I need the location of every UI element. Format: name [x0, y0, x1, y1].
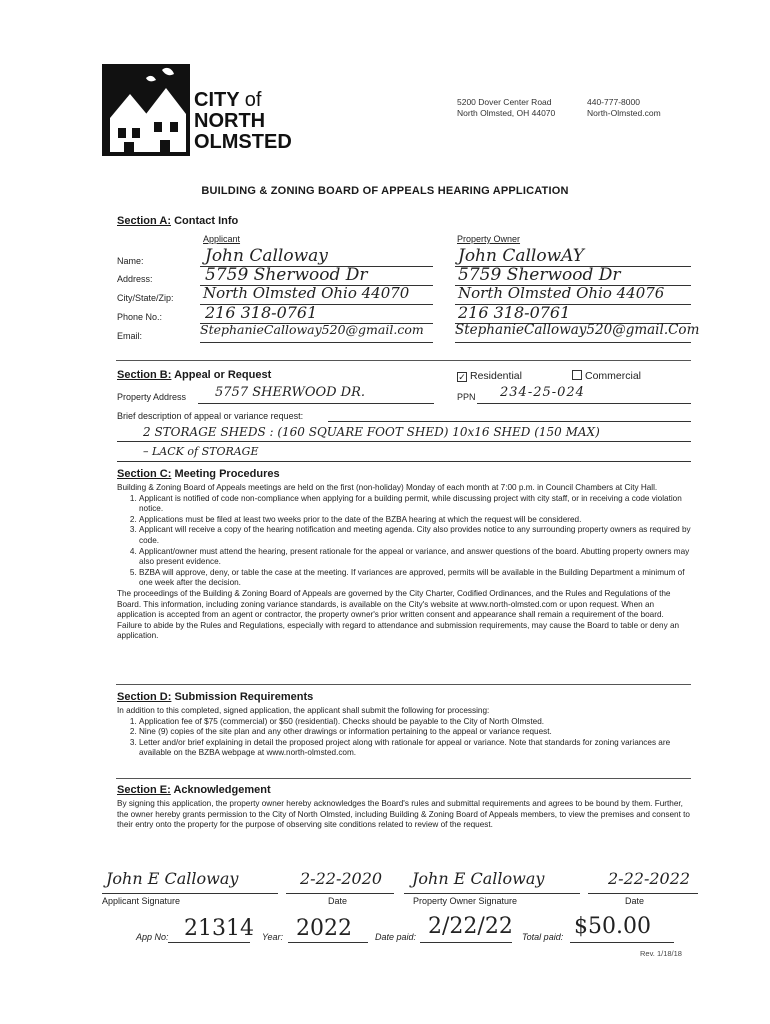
- ppn-label: PPN: [457, 392, 476, 402]
- owner-city-field[interactable]: North Olmsted Ohio 44076: [458, 284, 665, 302]
- requirement-item: 3. Letter and/or brief explaining in detail the proposed project along with rationale for appeal or variance. Note that standards for zoning variances are available on the BZBA webpage at www.north-olmsted.com.: [139, 738, 691, 759]
- section-b-heading: Section B: Appeal or Request: [117, 369, 272, 381]
- app-no-label: App No:: [136, 932, 169, 942]
- date-paid-value[interactable]: 2/22/22: [428, 914, 513, 939]
- revision-note: Rev. 1/18/18: [640, 949, 682, 958]
- section-e-heading: Section E: Acknowledgement: [117, 784, 271, 796]
- requirement-item: 2. Nine (9) copies of the site plan and any other drawings or information pertaining to the appeal or variance request.: [139, 727, 691, 738]
- residential-check-icon: ✓: [458, 372, 466, 382]
- residential-checkbox[interactable]: ✓ Residential: [458, 370, 522, 382]
- requirement-item: 1. Application fee of $75 (commercial) or $50 (residential). Checks should be payable to the City of North Olmsted.: [139, 717, 691, 728]
- meeting-closing: The proceedings of the Building & Zoning Board of Appeals are governed by the City Charter, Codified Ordinances, and the Rules and Regulations of the Board. This information, including zoning variance standards, is available on the City's website at www.north-olmsted.com or upon request. When an application is accepted from an agent or contractor, the property owner's prior written consent and appearance shall remain a requirement of the board. Failure to abide by the Rules and Regulations, especially with regard to attendance and submission requirements, may cause the Board to table or deny an application.: [117, 588, 680, 641]
- owner-address-field[interactable]: 5759 Sherwood Dr: [458, 265, 621, 285]
- section-c-heading: Section C: Meeting Procedures: [117, 468, 280, 480]
- total-paid-value[interactable]: $50.00: [574, 914, 651, 939]
- year-label: Year:: [262, 932, 284, 942]
- applicant-date[interactable]: 2-22-2020: [300, 869, 383, 888]
- owner-column-header: Property Owner: [457, 234, 521, 244]
- meeting-intro: Building & Zoning Board of Appeals meetings are held on the first (non-holiday) Monday of each month at 7:00 p.m. in Council Chambers at City Hall.: [117, 483, 658, 492]
- city-contact: 440-777-8000 North-Olmsted.com: [587, 97, 661, 118]
- section-e-body: By signing this application, the property owner hereby acknowledges the Board's rules and submittal requirements and agrees to be bound by them. Further, the owner hereby grants permission to the City of North Olmsted, including Building & Zoning Board of Appeals members, to view the premises and consent to their entry onto the property for the purpose of observing site conditions related to review of the request.: [117, 799, 690, 830]
- commercial-check-icon: [572, 370, 582, 380]
- property-address-field[interactable]: 5757 SHERWOOD DR.: [215, 385, 366, 400]
- owner-date[interactable]: 2-22-2022: [608, 869, 691, 888]
- applicant-phone-field[interactable]: 216 318-0761: [205, 303, 318, 322]
- section-d-heading: Section D: Submission Requirements: [117, 691, 314, 703]
- brief-description-line1[interactable]: 2 STORAGE SHEDS : (160 SQUARE FOOT SHED) 10x16 SHED (150 MAX): [143, 425, 600, 439]
- date-paid-label: Date paid:: [375, 932, 417, 942]
- city-logo: [102, 64, 190, 156]
- applicant-date-label: Date: [328, 896, 348, 906]
- address-label: Address:: [117, 274, 153, 284]
- owner-phone-field[interactable]: 216 318-0761: [458, 303, 571, 322]
- phone-label: Phone No.:: [117, 312, 163, 322]
- brief-description-line2[interactable]: – LACK of STORAGE: [143, 445, 259, 458]
- ppn-field[interactable]: 234-25-024: [500, 385, 585, 400]
- owner-signature[interactable]: John E Calloway: [412, 869, 545, 888]
- brief-description-label: Brief description of appeal or variance request:: [117, 411, 304, 421]
- applicant-city-field[interactable]: North Olmsted Ohio 44070: [203, 284, 410, 302]
- procedure-item: 4. Applicant/owner must attend the hearing, present rationale for the appeal or variance, and answer questions of the board. Abutting property owners may also present evidence.: [139, 547, 691, 568]
- applicant-email-field[interactable]: StephanieCalloway520@gmail.com: [200, 322, 424, 337]
- house-logo-icon: [102, 64, 190, 156]
- section-a-heading: Section A: Contact Info: [117, 215, 239, 227]
- section-d-body: [117, 706, 691, 759]
- procedure-item: 2. Applications must be filed at least two weeks prior to the date of the BZBA hearing at which the request will be considered.: [139, 515, 691, 526]
- app-no-value[interactable]: 21314: [184, 916, 254, 941]
- email-label: Email:: [117, 331, 143, 341]
- commercial-checkbox[interactable]: Commercial: [572, 370, 641, 382]
- procedure-item: 5. BZBA will approve, deny, or table the case at the meeting. If variances are approved, permits will be available in the Building Department a minimum of one week after the decision.: [139, 568, 691, 589]
- owner-signature-label: Property Owner Signature: [413, 896, 518, 906]
- applicant-signature-label: Applicant Signature: [102, 896, 181, 906]
- applicant-column-header: Applicant: [203, 234, 241, 244]
- owner-email-field[interactable]: StephanieCalloway520@gmail.Com: [455, 322, 700, 338]
- city-address: 5200 Dover Center Road North Olmsted, OH 44070: [457, 97, 556, 118]
- property-address-label: Property Address: [117, 392, 187, 402]
- owner-date-label: Date: [625, 896, 645, 906]
- owner-name-field[interactable]: John CallowAY: [458, 246, 584, 266]
- total-paid-label: Total paid:: [522, 932, 564, 942]
- form-title: BUILDING & ZONING BOARD OF APPEALS HEARING APPLICATION: [201, 185, 569, 197]
- procedure-item: 1. Applicant is notified of code non-compliance when applying for a building permit, while discussing project with city staff, or in receiving a code violation notice.: [139, 494, 691, 515]
- submission-intro: In addition to this completed, signed application, the applicant shall submit the following for processing:: [117, 706, 490, 715]
- city-state-zip-label: City/State/Zip:: [117, 293, 174, 303]
- logo-wordmark: CITY of NORTH OLMSTED: [194, 89, 292, 153]
- section-c-body: [117, 483, 691, 642]
- year-value[interactable]: 2022: [296, 916, 352, 941]
- applicant-address-field[interactable]: 5759 Sherwood Dr: [205, 265, 368, 285]
- procedure-item: 3. Applicant will receive a copy of the hearing notification and meeting agenda. City also provides notice to any surrounding property owners as required by code.: [139, 525, 691, 546]
- name-label: Name:: [117, 256, 144, 266]
- applicant-name-field[interactable]: John Calloway: [205, 246, 328, 266]
- applicant-signature[interactable]: John E Calloway: [106, 869, 239, 888]
